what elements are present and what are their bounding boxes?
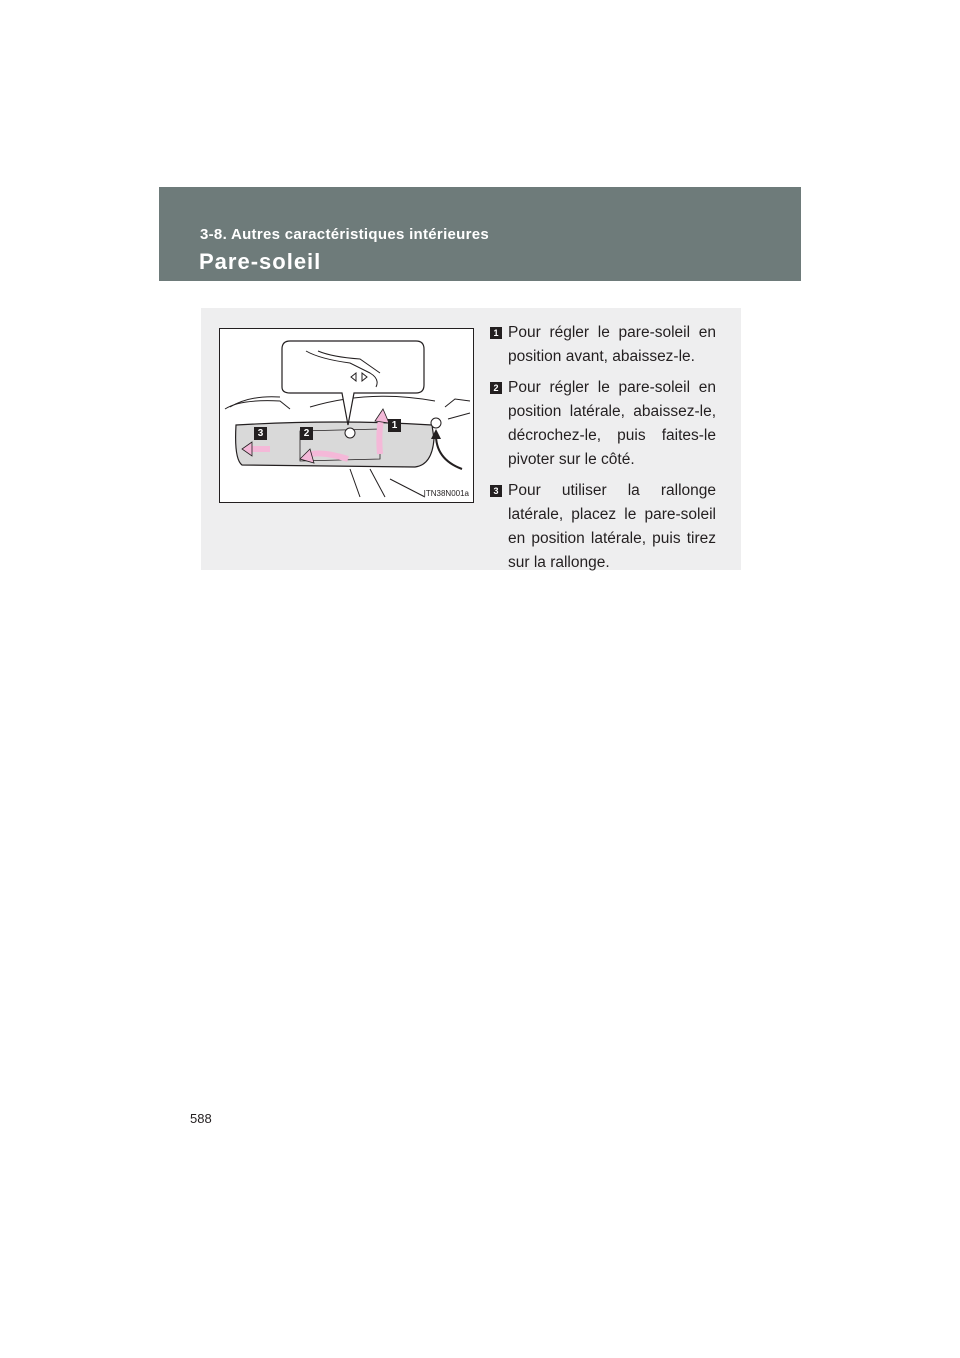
step-text: Pour régler le pare-soleil en position avant, abaissez-le. [508, 324, 716, 365]
step-text: Pour régler le pare-soleil en position latérale, abaissez-le, décrochez-le, puis faites-le pivoter sur le côté. [508, 379, 716, 468]
step-badge: 1 [490, 327, 502, 339]
illustration-drawing [220, 329, 473, 502]
list-item [490, 479, 716, 575]
instruction-list [490, 321, 716, 582]
section-header [159, 187, 801, 281]
step-badge: 2 [490, 382, 502, 394]
callout-2: 2 [303, 428, 310, 439]
sun-visor-illustration [219, 328, 474, 503]
figure-code: ITN38N001a [423, 489, 469, 498]
page-number: 588 [190, 1111, 212, 1126]
list-item [490, 376, 716, 472]
callout-1: 1 [391, 420, 398, 431]
step-text: Pour utiliser la rallonge latérale, placez le pare-soleil en position latérale, puis tirez sur la rallonge. [508, 482, 716, 571]
callout-3: 3 [257, 428, 264, 439]
page-title: Pare-soleil [199, 249, 322, 274]
list-item [490, 321, 716, 369]
step-badge: 3 [490, 485, 502, 497]
section-label: 3-8. Autres caractéristiques intérieures [200, 226, 490, 243]
